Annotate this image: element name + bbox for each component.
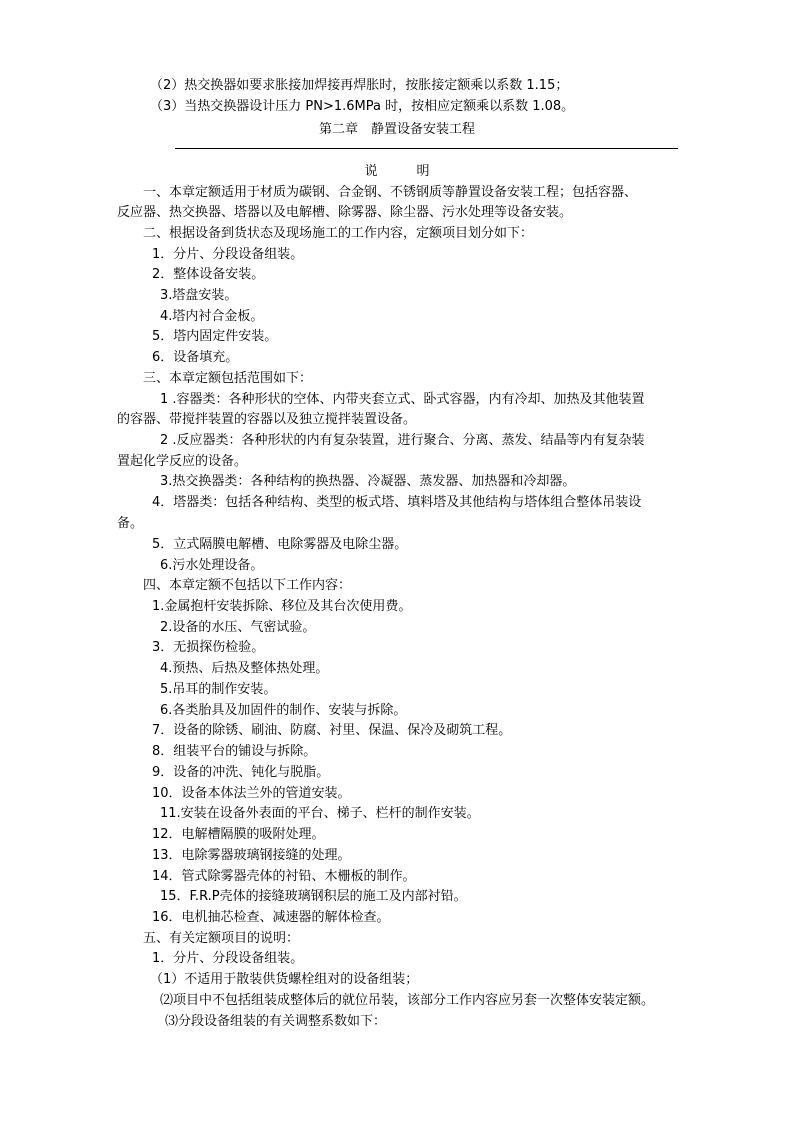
body-line: 5．塔内固定件安装。 [152,329,278,344]
body-line: 置起化学反应的设备。 [117,454,248,469]
body-line: 三、本章定额包括范围如下： [143,371,313,386]
body-line: 11.安装在设备外表面的平台、梯子、栏杆的制作安装。 [160,806,480,821]
body-line: 1．分片、分段设备组装。 [152,247,304,262]
body-line: 16．电机抽芯检查、减速器的解体检查。 [152,910,390,925]
body-line: 12．电解槽隔膜的吸附处理。 [152,827,325,842]
body-line: 的容器、带搅拌装置的容器以及独立搅拌装置设备。 [117,412,417,427]
body-line: 10．设备本体法兰外的管道安装。 [152,786,351,801]
body-line: 2.设备的水压、气密试验。 [160,620,316,635]
body-line: 15．F.R.P壳体的接缝玻璃钢积层的施工及内部衬铅。 [160,889,467,904]
body-line: 4．塔器类：包括各种结构、类型的板式塔、填料塔及其他结构与塔体组合整体吊装设 [152,495,642,510]
body-line: 9．设备的冲洗、钝化与脱脂。 [152,765,330,780]
body-line: 1 .容器类：各种形状的空体、内带夹套立式、卧式容器，内有冷却、加热及其他装置 [160,392,645,407]
body-line: 反应器、热交换器、塔器以及电解槽、除雾器、除尘器、污水处理等设备安装。 [117,205,573,220]
body-line: 6.污水处理设备。 [160,558,264,573]
body-line: 3．无损探伤检验。 [152,640,265,655]
body-line: 6.各类胎具及加固件的制作、安装与拆除。 [160,703,407,718]
body-line: 13．电除雾器玻璃钢接缝的处理。 [152,848,351,863]
body-line: 3.塔盘安装。 [160,288,238,303]
chapter-title: 第二章 静置设备安装工程 [318,122,475,137]
body-line: 4.塔内衬合金板。 [160,309,264,324]
body-line: 5．立式隔膜电解槽、电除雾器及电除尘器。 [152,537,408,552]
pre-line-2: （3）当热交换器设计压力 PN>1.6MPa 时，按相应定额乘以系数 1.08。 [150,99,575,114]
body-line: 14．管式除雾器壳体的衬铅、木栅板的制作。 [152,869,416,884]
body-line: 一、本章定额适用于材质为碳钢、合金钢、不锈钢质等静置设备安装工程；包括容器、 [143,185,638,200]
body-line: ⑶分段设备组装的有关调整系数如下： [165,1014,387,1029]
body-line: 备。 [117,516,144,531]
body-line: 二、根据设备到货状态及现场施工的工作内容，定额项目划分如下： [143,226,534,241]
section-title: 说 明 [364,164,430,179]
body-line: 五、有关定额项目的说明： [143,931,300,946]
pre-line-1: （2）热交换器如要求胀接加焊接再焊胀时，按胀接定额乘以系数 1.15； [150,78,569,93]
title-rule [175,148,678,149]
body-line: 1.金属抱杆安装拆除、移位及其台次使用费。 [152,599,412,614]
body-line: 四、本章定额不包括以下工作内容： [143,578,352,593]
body-line: 2．整体设备安装。 [152,267,265,282]
body-line: 1．分片、分段设备组装。 [152,951,304,966]
body-line: 3.热交换器类：各种结构的换热器、冷凝器、蒸发器、加热器和冷却器。 [160,474,576,489]
body-line: 4.预热、后热及整体热处理。 [160,661,329,676]
body-line: 2 .反应器类：各种形状的内有复杂装置，进行聚合、分离、蒸发、结晶等内有复杂装 [160,433,645,448]
body-line: ⑵项目中不包括组装成整体后的就位吊装，该部分工作内容应另套一次整体安装定额。 [160,993,655,1008]
body-line: 7．设备的除锈、刷油、防腐、衬里、保温、保冷及砌筑工程。 [152,723,512,738]
body-line: 5.吊耳的制作安装。 [160,682,277,697]
body-line: （1）不适用于散装供货螺栓组对的设备组装； [150,972,419,987]
body-line: 6．设备填充。 [152,350,239,365]
body-line: 8．组装平台的铺设与拆除。 [152,744,317,759]
